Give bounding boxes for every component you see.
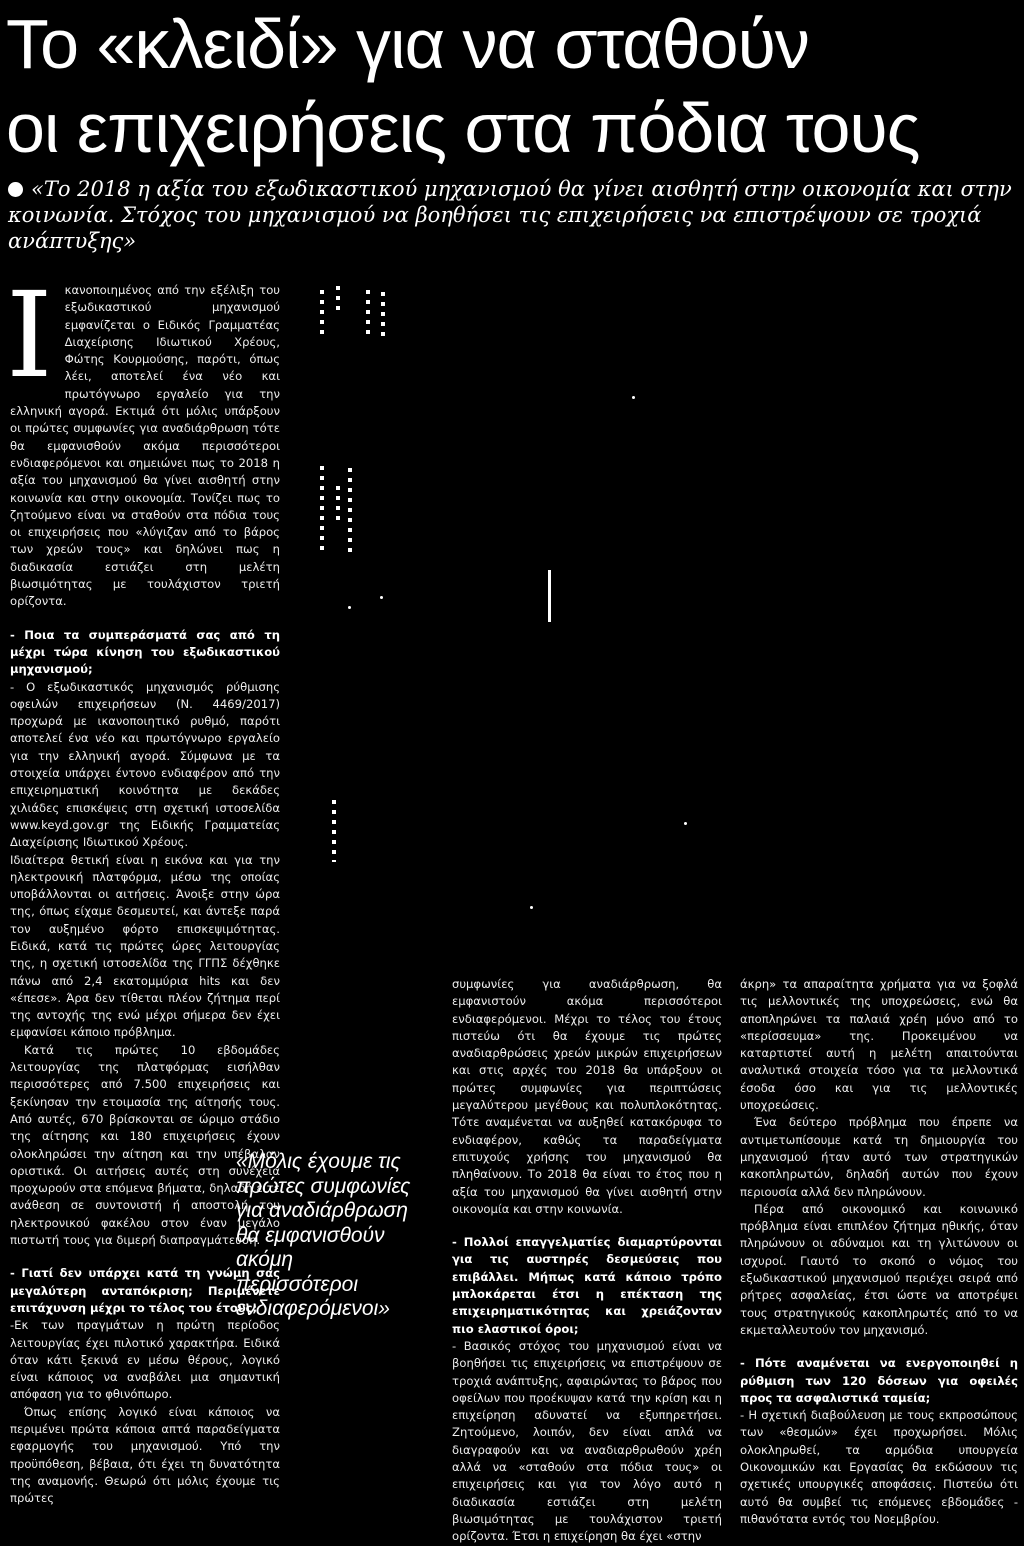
answer-1: - Ο εξωδικαστικός μηχανισμός ρύθμισης οφειλών επιχειρήσεων (Ν. 4469/2017) προχωρά με ικανοποιητικό ρυθμό, παρότι αποτελεί ένα νέο και πρωτόγνωρο εργαλείο για την ελληνική αγορά. Σύμφωνα με τα στοιχεία υπάρχει έντονο ενδιαφέρον από την επιχειρηματική κοινότητα με δεκάδες χιλιάδες επισκέψεις στη σχετική ιστοσελίδα www.keyd.gov.gr της Ειδικής Γραμματείας Διαχείρισης Ιδιωτικού Χρέους. [10, 679, 280, 850]
decorative-dots [366, 290, 370, 338]
paragraph: Ιδιαίτερα θετική είναι η εικόνα και για την ηλεκτρονική πλατφόρμα, μέσω της οποίας υποβάλλονται οι αιτήσεις. Άνοιξε στην ώρα της, όπως είχαμε δεσμευτεί, και άντεξε παρά τον αυξημένο φόρτο επισκεψιμότητας. Ειδικά, κατά τις πρώτες ώρες λειτουργίας της, η σχετική ιστοσελίδα της ΓΓΠΣ δέχθηκε πάνω από 2,4 εκατομμύρια hits και δεν «έπεσε». Άρα δεν τίθεται πλέον ζήτημα περί της αντοχής της ενώ μέχρι σήμερα δεν έχει εμφανίσει κάποιο πρόβλημα. [10, 852, 280, 1040]
answer-4: - Η σχετική διαβούλευση με τους εκπροσώπους των «θεσμών» έχει προχωρήσει. Μόλις ολοκληρωθεί, τα αρμόδια υπουργεία Οικονομικών και Εργασίας θα εκδώσουν τις σχετικές υπουργικές αποφάσεις. Πιστεύω ότι αυτό θα συμβεί τις επόμενες εβδομάδες - πιθανότατα εντός του Νοεμβρίου. [740, 1408, 1018, 1526]
column-1 [6, 266, 280, 1507]
bullet-icon [8, 182, 23, 197]
decorative-line [548, 570, 551, 622]
headline-line-1: Το «κλειδί» για να σταθούν [6, 5, 809, 83]
decorative-speck [530, 906, 533, 909]
decorative-dots [320, 466, 324, 550]
decorative-dots [336, 486, 340, 526]
question-1: - Ποια τα συμπεράσματά σας από τη μέχρι τώρα κίνηση του εξωδικαστικού μηχανισμού; [10, 627, 280, 677]
decorative-dots [348, 468, 352, 552]
paragraph: Πέρα από οικονομικό και κοινωνικό πρόβλημα είναι επιπλέον ζήτημα ηθικής, όταν πληρώνουν οι αδύναμοι και τη γλιτώνουν οι ισχυροί. Γιαυτό το σκοπό ο νόμος του εξωδικαστικού μηχανισμού περιέχει σειρά από ρήτρες ασφαλείας, έτσι ώστε να αποτρέψει τους στρατηγικούς κακοπληρωτές από το να εκμεταλλευτούν τον μηχανισμό. [740, 1201, 1018, 1337]
question-3: - Πολλοί επαγγελματίες διαμαρτύρονται για τις αυστηρές δεσμεύσεις που επιβάλλει. Μήπως κατά κάποιο τρόπο μπλοκάρεται έτσι η επέκταση της επιχειρηματικότητας και χρειάζονταν πιο ελαστικοί όροι; [452, 1235, 722, 1336]
intro-paragraph [6, 266, 280, 611]
lead-text: «Το 2018 η αξία του εξωδικαστικού μηχανισμού θα γίνει αισθητή στην οικονομία και στην κοινωνία. Στόχος του μηχανισμού να βοηθήσει τις επιχειρήσεις να επιστρέψουν σε τροχιά ανάπτυξης» [8, 177, 1012, 253]
decorative-dots [332, 800, 336, 862]
decorative-speck [380, 596, 383, 599]
paragraph: άκρη» τα απαραίτητα χρήματα για να ξοφλά τις μελλοντικές της υποχρεώσεις, ενώ θα αποπληρώνει τα παλαιά χρέη μόνο από το «περίσσευμα» της. Προκειμένου να καταρτιστεί αυτή η μελέτη απαιτούνται αναλυτικά στοιχεία τόσο για τα μελλοντικά έσοδα όσο και για τις μελλοντικές υποχρεώσεις. [740, 977, 1018, 1113]
question-2: - Γιατί δεν υπάρχει κατά τη γνώμη σας μεγαλύτερη ανταπόκριση; Περιμένετε επιτάχυνση μέχρι το τέλος του έτους; [10, 1266, 280, 1315]
column-3 [740, 976, 1018, 1528]
question-4: - Πότε αναμένεται να ενεργοποιηθεί η ρύθμιση των 120 δόσεων για οφειλές προς τα ασφαλιστικά ταμεία; [740, 1356, 1018, 1405]
headline-line-2: οι επιχειρήσεις στα πόδια τους [6, 89, 920, 167]
answer-3: - Βασικός στόχος του μηχανισμού είναι να βοηθήσει τις επιχειρήσεις να επιστρέψουν σε τροχιά ανάπτυξης, αφαιρώντας το βάρος που οφείλων που προέκυψαν κατά την κρίση και η επιχείρηση αδυνατεί να εξυπηρετήσει. Ζητούμενο, λοιπόν, δεν είναι απλά να διαγραφούν και να αναδιαρθρωθούν χρέη αλλά να «σταθούν στα πόδια τους» οι επιχειρήσεις και για τον λόγο αυτό η διαδικασία εστιάζει στη μελέτη βιωσιμότητας με τουλάχιστον τριετή ορίζοντα. Έτσι η επιχείρηση θα έχει «στην [452, 1338, 722, 1544]
paragraph: συμφωνίες για αναδιάρθρωση, θα εμφανιστούν ακόμα περισσότεροι ενδιαφερόμενοι. Μέχρι το τέλος του έτους πιστεύω ότι θα έχουμε τις πρώτες αναδιαρθρώσεις χρεών μικρών επιχειρήσεων και στις αρχές του 2018 θα υπάρξουν οι πρώτες συμφωνίες για περιπτώσεις μεγαλύτερου μεγέθους και πολυπλοκότητας. Τότε αναμένεται να αυξηθεί κατακόρυφα το ενδιαφέρον, καθώς τα παραδείγματα επιτυχούς χρήσης του μηχανισμού θα πληθαίνουν. Το 2018 θα είναι το έτος που η αξία του μηχανισμού θα γίνει αισθητή στην οικονομία και στην κοινωνία. [452, 977, 722, 1216]
paragraph: Κατά τις πρώτες 10 εβδομάδες λειτουργίας της πλατφόρμας εισήλθαν περισσότερες από 7.500 επιχειρήσεις και ξεκίνησαν την ετοιμασία της αίτησής τους. Από αυτές, 670 βρίσκονται σε ώριμο στάδιο της αίτησης και 180 επιχειρήσεις έχουν ολοκληρώσει την αίτηση και την υπέβαλαν οριστικά. Οι αιτήσεις αυτές στη συνέχεια προχωρούν στα επόμενα βήματα, δηλαδή είτε ανάθεση σε συντονιστή ή αποστολή του ηλεκτρονικού φακέλου στον έναν μεγάλο πιστωτή τους για διμερή διαπραγμάτευση. [10, 1042, 280, 1248]
headline [6, 2, 1016, 170]
pull-quote: «Μόλις έχουμε τις πρώτες συμφωνίες για αναδιάρθρωση θα εμφανισθούν ακόμη περισσότεροι ενδιαφερόμενοι» [236, 1150, 411, 1320]
lead-paragraph [8, 176, 1016, 254]
decorative-dots [381, 292, 385, 342]
intro-text: κανοποιημένος από την εξέλιξη του εξωδικαστικού μηχανισμού εμφανίζεται ο Ειδικός Γραμματέας Διαχείρισης Ιδιωτικού Χρέους, Φώτης Κουρμούσης, παρότι, όπως λέει, αποτελεί ένα νέο και πρωτόγνωρο εργαλείο για την ελληνική αγορά. Εκτιμά ότι μόλις υπάρξουν οι πρώτες συμφωνίες για αναδιάρθρωση τότε θα εμφανισθούν ακόμα περισσότεροι ενδιαφερόμενοι και σημειώνει πως το 2018 η αξία του μηχανισμού θα γίνει αισθητή στην κοινωνία και στην οικονομία. Τονίζει πως το ζητούμενο είναι να σταθούν στα πόδια τους οι επιχειρήσεις που «λύγιζαν από το βάρος των χρεών τους» και δηλώνει πως η διαδικασία εστιάζει στη μελέτη βιωσιμότητας με τουλάχιστον τριετή ορίζοντα. [10, 283, 280, 609]
decorative-speck [632, 396, 635, 399]
decorative-dots [336, 286, 340, 316]
answer-2: -Εκ των πραγμάτων η πρώτη περίοδος λειτουργίας έχει πιλοτικό χαρακτήρα. Ειδικά όταν κάτι ξεκινά εν μέσω θέρους, λογικό είναι κάποιος να αναβάλει μια σημαντική απόφαση για το φθινόπωρο. [10, 1318, 280, 1402]
paragraph: Ένα δεύτερο πρόβλημα που έπρεπε να αντιμετωπίσουμε κατά τη δημιουργία του μηχανισμού ήταν αυτό των στρατηγικών κακοπληρωτών, δηλαδή αυτών που έχουν περιουσία αλλά δεν πληρώνουν. [740, 1115, 1018, 1199]
decorative-speck [348, 606, 351, 609]
paragraph: Όπως επίσης λογικό είναι κάποιος να περιμένει πρώτα κάποια απτά παραδείγματα εφαρμογής του μηχανισμού. Υπό την προϋπόθεση, βέβαια, ότι έχει τη δυνατότητα της αναμονής. Θεωρώ ότι μόλις έχουμε τις πρώτες [10, 1404, 280, 1506]
decorative-dots [320, 290, 324, 338]
decorative-speck [684, 822, 687, 825]
drop-cap: Ι [6, 266, 53, 404]
column-2 [452, 976, 722, 1546]
